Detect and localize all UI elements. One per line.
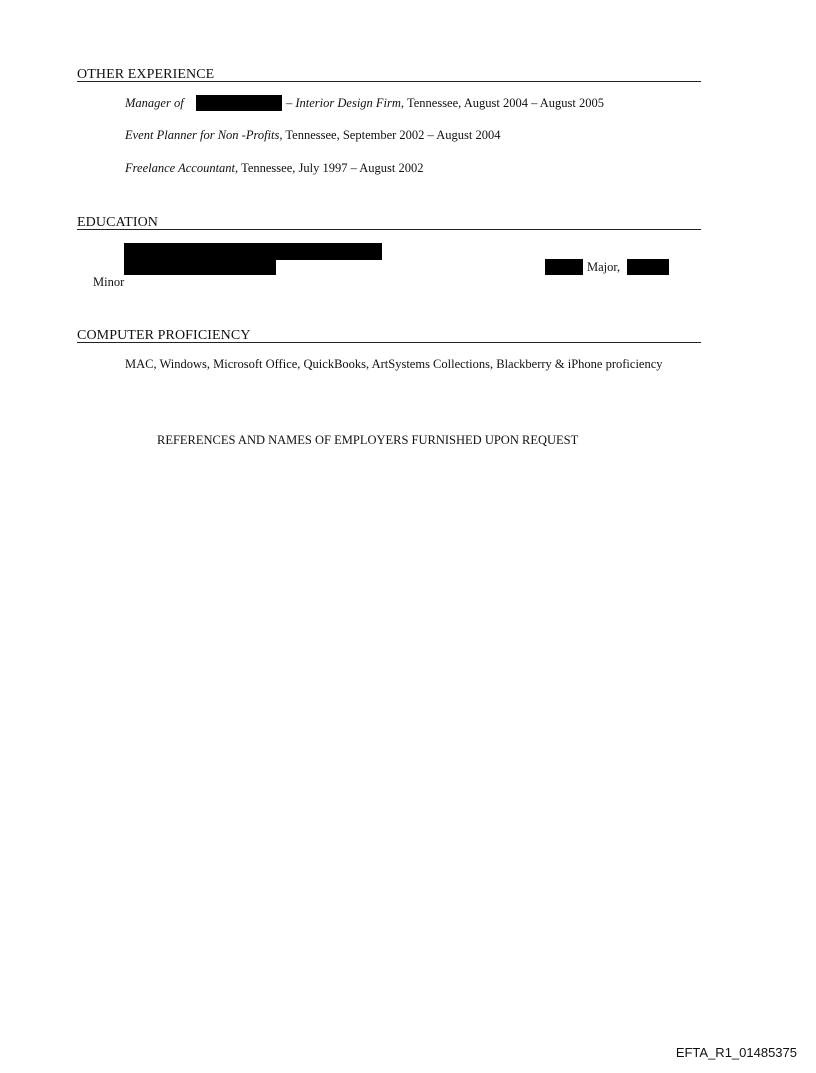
experience-role: Event Planner for Non -Profits — [125, 128, 280, 142]
section-heading-education: EDUCATION — [77, 215, 159, 230]
references-note: REFERENCES AND NAMES OF EMPLOYERS FURNISHED UPON REQUEST — [157, 433, 579, 447]
section-heading-other-experience: OTHER EXPERIENCE — [77, 67, 215, 82]
experience-entry — [125, 161, 424, 176]
experience-entry — [125, 96, 184, 111]
document-id: EFTA_R1_01485375 — [675, 1045, 797, 1060]
experience-details: Tennessee, August 2004 – August 2005 — [406, 96, 605, 110]
redaction-block — [627, 259, 669, 275]
redaction-block — [545, 259, 583, 275]
section-rule — [77, 342, 701, 343]
section-rule — [77, 229, 701, 230]
section-rule — [77, 81, 701, 82]
computer-skills: MAC, Windows, Microsoft Office, QuickBooks, ArtSystems Collections, Blackberry & iPhone proficiency — [125, 357, 663, 371]
experience-entry — [125, 128, 500, 143]
experience-details: Tennessee, July 1997 – August 2002 — [241, 161, 424, 175]
experience-details: , Tennessee, September 2002 – August 2004 — [279, 128, 501, 142]
experience-role: Freelance Accountant, — [125, 161, 239, 175]
education-major-label: Major, — [587, 260, 621, 274]
experience-entry-continued — [286, 96, 604, 111]
section-heading-computer-proficiency: COMPUTER PROFICIENCY — [77, 328, 251, 343]
redaction-block — [124, 243, 382, 260]
education-minor-label: Minor — [93, 275, 125, 289]
redaction-block — [124, 260, 276, 275]
experience-org-type: – Interior Design Firm, — [286, 96, 405, 110]
experience-role: Manager of — [125, 96, 184, 110]
redaction-block — [196, 95, 282, 111]
